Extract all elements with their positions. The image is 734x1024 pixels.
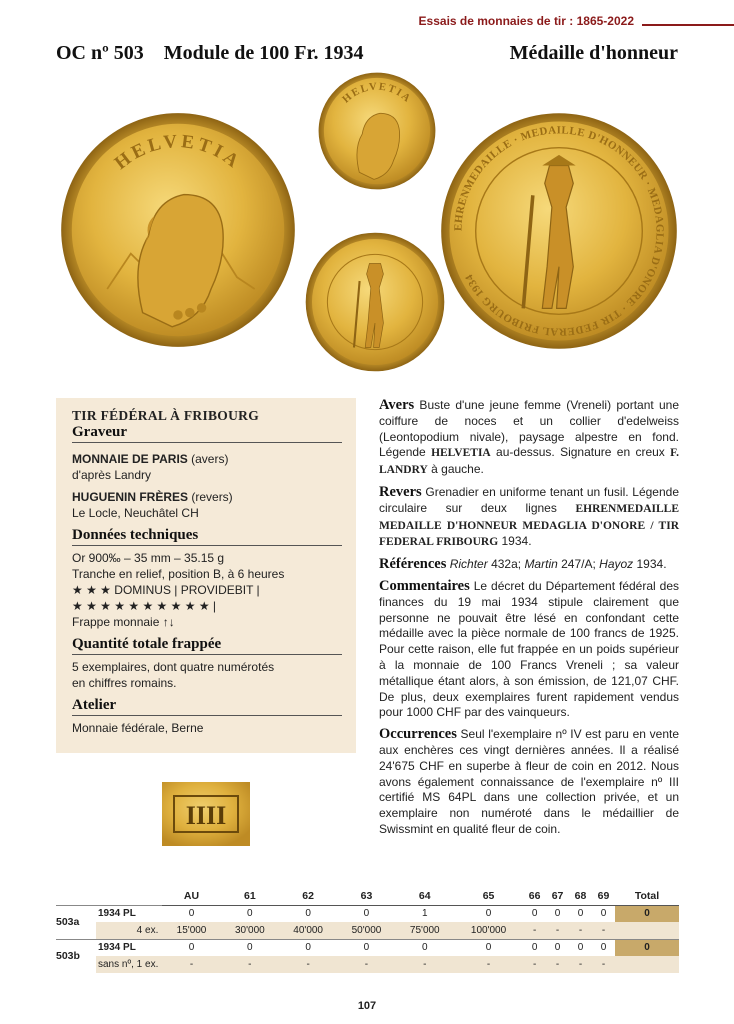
- revers-paragraph: Revers Grenadier en uniforme tenant un fusil. Légende circulaire sur deux lignes EHRENMEDAILLE MEDAILLE D'HONNEUR MEDAGLIA D'ONORE / TIR FEDERAL FRIBOURG 1934.: [379, 483, 679, 549]
- tech-line: ★ ★ ★ DOMINUS | PROVIDEBIT |: [72, 583, 260, 597]
- graveur-2-detail: Le Locle, Neuchâtel CH: [72, 506, 199, 520]
- table-row-prices: sans nº, 1 ex. - - - - - - - - - -: [56, 956, 679, 973]
- page-title: OC nº 503 Module de 100 Fr. 1934: [56, 42, 364, 64]
- running-head-text: Essais de monnaies de tir : 1865-2022: [418, 14, 634, 28]
- col-header: 64: [396, 888, 454, 905]
- reverse-coin-small: [305, 232, 445, 372]
- description-column: [379, 398, 679, 844]
- obverse-legend: HELVETIA: [110, 131, 246, 175]
- info-box: [56, 398, 356, 753]
- table-row-prices: 4 ex. 15'000 30'000 40'000 50'000 75'000 100'000 - - - -: [56, 922, 679, 939]
- info-box-title: TIR FÉDÉRAL À FRIBOURG: [72, 408, 259, 423]
- col-header: 61: [221, 888, 279, 905]
- reverse-legend: EHRENMEDAILLE · MEDAILLE D'HONNEUR · MEDAGLIA D'ONORE · TIR FEDERAL FRIBOURG 1934: [452, 124, 666, 338]
- row-label: 1934 PL: [96, 905, 162, 922]
- qty-heading: Quantité totale frappée: [72, 636, 342, 655]
- col-header: 66: [523, 888, 546, 905]
- row-total: 0: [615, 939, 679, 956]
- row-sublabel: 4 ex.: [96, 922, 162, 939]
- tech-line: Or 900‰ – 35 mm – 35.15 g: [72, 551, 225, 565]
- page-subtitle: Médaille d'honneur: [509, 42, 678, 64]
- edge-mark-label: IIII: [185, 801, 227, 830]
- col-header: 62: [279, 888, 337, 905]
- col-header: 69: [592, 888, 615, 905]
- row-label: 1934 PL: [96, 939, 162, 956]
- col-header: 68: [569, 888, 592, 905]
- col-header: 67: [546, 888, 569, 905]
- col-header-total: Total: [615, 888, 679, 905]
- atelier-text: Monnaie fédérale, Berne: [72, 721, 204, 735]
- graveur-heading: Graveur: [72, 424, 342, 443]
- atelier-heading: Atelier: [72, 697, 342, 716]
- obverse-coin-small: [318, 72, 436, 190]
- col-header: 65: [454, 888, 523, 905]
- row-sublabel: sans nº, 1 ex.: [96, 956, 162, 973]
- qty-line: en chiffres romains.: [72, 676, 177, 690]
- obverse-coin-large: [60, 112, 296, 348]
- graveur-1-detail: d'après Landry: [72, 468, 152, 482]
- commentaires-paragraph: Commentaires Le décret du Département fédéral des finances du 19 mai 1934 stipule clairement que personne ne pouvait être lésé en confondant cette médaille avec la pièce normale de 100 francs de 1925. Pour cette raison, elle fut frappée en un poids supérieur à la monnaie de 100 Francs Vreneli ; sa valeur métallique étant alors, à son émission, de 121,07 CHF. De plus, deux exemplaires furent rapidement vendus pour 1000 CHF par des vainqueurs.: [379, 577, 679, 720]
- avers-paragraph: Avers Buste d'une jeune femme (Vreneli) portant une coiffure de noces et un collier d'edelweiss (Leontopodium nivale), paysage alpestre en fond. Légende HELVETIA au-dessus. Signature en creux F. LANDRY à gauche.: [379, 397, 679, 477]
- reverse-coin-large: [440, 112, 678, 350]
- occurrences-paragraph: Occurrences Seul l'exemplaire nº IV est paru en vente aux enchères ces vingt dernières années. Il a réalisé 24'675 CHF en superbe à fleur de coin en 2012. Nous avons également connaissance de l'exemplaire nº III certifié MS 64PL dans une collection privée, et un exemplaire non numéroté dans le médaillier de Swissmint en qualité fleur de coin.: [379, 726, 679, 836]
- qty-line: 5 exemplaires, dont quatre numérotés: [72, 660, 275, 674]
- tech-line: Frappe monnaie ↑↓: [72, 615, 175, 629]
- table-row: 503a 1934 PL 0 0 0 0 1 0 0 0 0 0 0: [56, 905, 679, 922]
- row-code: 503a: [56, 905, 96, 939]
- row-total: 0: [615, 905, 679, 922]
- graveur-2: HUGUENIN FRÈRES (revers): [72, 490, 233, 504]
- running-head-rule: [642, 24, 734, 26]
- tech-line: ★ ★ ★ ★ ★ ★ ★ ★ ★ ★ |: [72, 599, 217, 613]
- edge-mark-image: [162, 782, 250, 846]
- references-paragraph: Références Richter 432a; Martin 247/A; Hayoz 1934.: [379, 556, 667, 573]
- col-header: AU: [162, 888, 220, 905]
- graveur-1: MONNAIE DE PARIS (avers): [72, 452, 229, 466]
- row-code: 503b: [56, 939, 96, 973]
- tech-line: Tranche en relief, position B, à 6 heures: [72, 567, 285, 581]
- page-number: 107: [357, 1000, 377, 1012]
- running-head: [414, 14, 734, 32]
- price-table: [56, 888, 679, 973]
- col-header: 63: [337, 888, 395, 905]
- table-row: 503b 1934 PL 0 0 0 0 0 0 0 0 0 0 0: [56, 939, 679, 956]
- tech-heading: Données techniques: [72, 527, 342, 546]
- obverse-legend-small: HELVETIA: [340, 81, 414, 106]
